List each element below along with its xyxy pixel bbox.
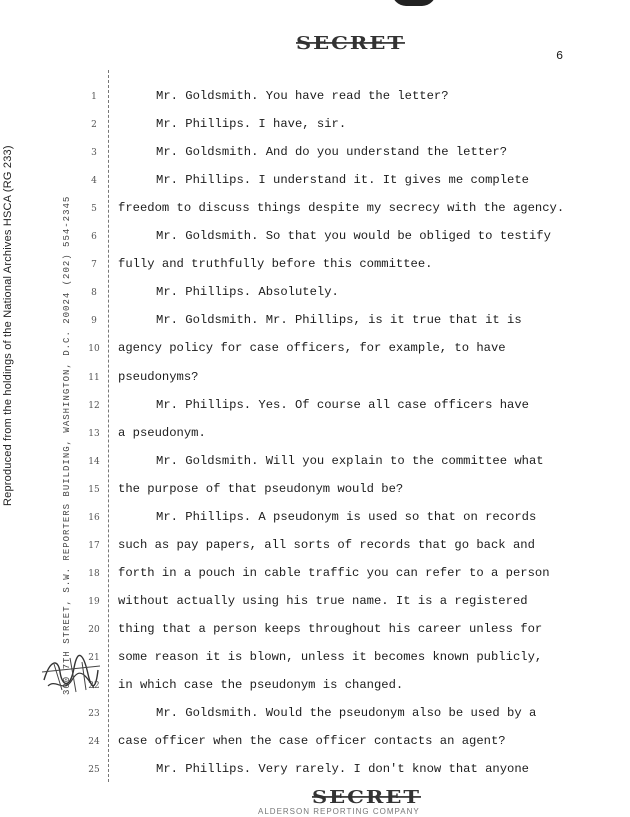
transcript-line: Mr. Goldsmith. Will you explain to the committee what: [156, 454, 544, 468]
line-number: 23: [88, 709, 100, 719]
line-number: 15: [88, 485, 100, 495]
line-number: 13: [88, 429, 100, 439]
line-number: 25: [88, 765, 100, 775]
transcript-line: the purpose of that pseudonym would be?: [118, 482, 404, 496]
transcript-line: freedom to discuss things despite my secrecy with the agency.: [118, 201, 565, 215]
transcript-line: case officer when the case officer contacts an agent?: [118, 734, 506, 748]
transcript-line: Mr. Goldsmith. Would the pseudonym also be used by a: [156, 706, 537, 720]
classification-stamp-top: SECRET: [296, 31, 405, 54]
line-number: 22: [88, 681, 100, 691]
handwritten-initials-icon: [40, 650, 102, 696]
line-number: 14: [88, 457, 100, 467]
line-number: 7: [91, 260, 97, 270]
classification-stamp-bottom: SECRET: [312, 785, 421, 808]
line-number: 18: [88, 569, 100, 579]
line-number: 4: [91, 176, 97, 186]
line-number: 1: [91, 92, 97, 102]
ink-blot: [392, 0, 436, 6]
page-number: 6: [556, 49, 564, 63]
transcript-line: in which case the pseudonym is changed.: [118, 678, 404, 692]
transcript-line: some reason it is blown, unless it becomes known publicly,: [118, 650, 543, 664]
transcript-line: Mr. Goldsmith. Mr. Phillips, is it true that it is: [156, 313, 522, 327]
transcript-line: a pseudonym.: [118, 426, 206, 440]
transcript-line: forth in a pouch in cable traffic you can refer to a person: [118, 566, 550, 580]
transcript-line: Mr. Phillips. Absolutely.: [156, 285, 339, 299]
line-number: 21: [88, 653, 100, 663]
transcript-line: agency policy for case officers, for example, to have: [118, 341, 506, 355]
line-number: 9: [91, 316, 97, 326]
line-number: 20: [88, 625, 100, 635]
transcript-line: Mr. Goldsmith. And do you understand the letter?: [156, 145, 508, 159]
line-number: 6: [91, 232, 97, 242]
transcript-line: Mr. Phillips. A pseudonym is used so that on records: [156, 510, 537, 524]
line-number: 5: [91, 204, 97, 214]
transcript-line: Mr. Phillips. Very rarely. I don't know that anyone: [156, 762, 529, 776]
line-number: 8: [91, 288, 97, 298]
transcript-line: Mr. Goldsmith. So that you would be obliged to testify: [156, 229, 551, 243]
line-number: 24: [88, 737, 100, 747]
reporter-address: 300 7TH STREET, S.W. REPORTERS BUILDING, WASHINGTON, D.C. 20024 (202) 554-2345: [62, 195, 72, 695]
transcript-line: pseudonyms?: [118, 370, 199, 384]
transcript-line: thing that a person keeps throughout his career unless for: [118, 622, 543, 636]
transcript-line: without actually using his true name. It is a registered: [118, 594, 528, 608]
transcript-line: such as pay papers, all sorts of records that go back and: [118, 538, 535, 552]
transcript-line: Mr. Phillips. I understand it. It gives me complete: [156, 173, 529, 187]
margin-rule: [108, 70, 109, 782]
line-number: 11: [88, 373, 100, 383]
line-number: 19: [88, 597, 100, 607]
transcript-line: Mr. Phillips. I have, sir.: [156, 117, 347, 131]
transcript-line: Mr. Phillips. Yes. Of course all case officers have: [156, 398, 529, 412]
transcript-line: fully and truthfully before this committee.: [118, 257, 433, 271]
reproduction-notice: Reproduced from the holdings of the National Archives HSCA (RG 233): [2, 145, 14, 506]
line-number: 10: [88, 344, 100, 354]
line-number: 12: [88, 401, 100, 411]
line-number: 17: [88, 541, 100, 551]
line-number: 16: [88, 513, 100, 523]
line-number: 3: [91, 148, 97, 158]
reporting-company: ALDERSON REPORTING COMPANY: [258, 807, 420, 816]
transcript-line: Mr. Goldsmith. You have read the letter?: [156, 89, 449, 103]
line-number: 2: [91, 120, 97, 130]
